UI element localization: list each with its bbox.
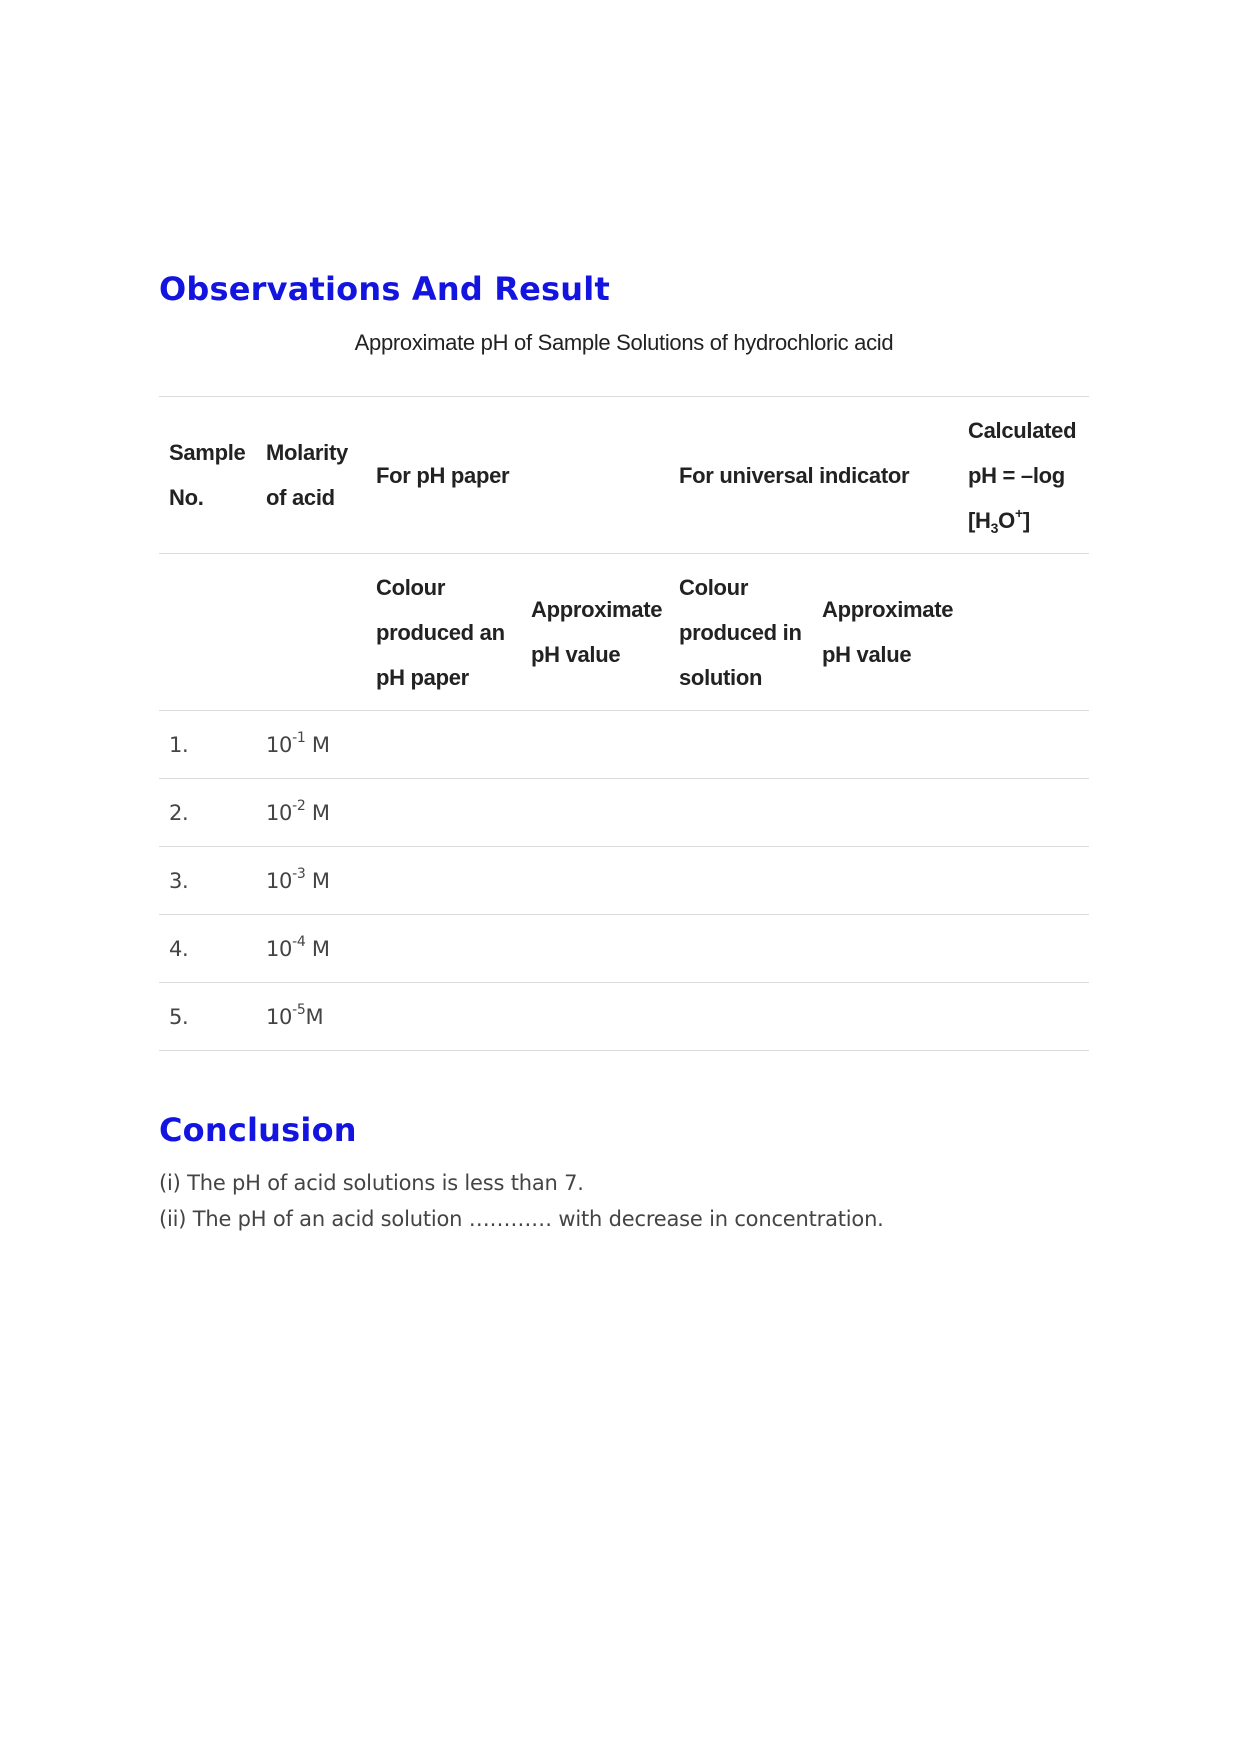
molarity-base: 10 [266, 800, 293, 825]
empty-cell [366, 711, 521, 779]
empty-cell [812, 983, 958, 1051]
subheader-row [159, 554, 1089, 711]
observations-table [159, 396, 1089, 1051]
calculated-ph-oxygen: O [998, 507, 1015, 533]
table-caption: Approximate pH of Sample Solutions of hydrochloric acid [354, 330, 894, 355]
subheader-approx-ph-indicator: Approximate pH value [812, 554, 958, 711]
empty-cell [669, 847, 812, 915]
table-row [159, 711, 1089, 779]
empty-cell [521, 983, 669, 1051]
header-ph-paper: For pH paper [366, 397, 669, 554]
molarity-base: 10 [266, 868, 293, 893]
empty-cell [366, 779, 521, 847]
molarity-exponent: -4 [292, 933, 306, 950]
molarity-value [256, 847, 366, 915]
table-row [159, 779, 1089, 847]
header-row [159, 397, 1089, 554]
document-page [159, 262, 1089, 1237]
empty-cell [366, 847, 521, 915]
subheader-empty-cell [958, 554, 1089, 711]
observations-heading: Observations And Result [159, 270, 610, 308]
table-row [159, 915, 1089, 983]
sample-number: 5. [159, 983, 256, 1051]
molarity-unit: M [305, 800, 330, 825]
empty-cell [521, 711, 669, 779]
header-sample-no: Sample No. [159, 397, 256, 554]
conclusion-lines [159, 1165, 1089, 1237]
header-calculated-ph [958, 397, 1089, 554]
molarity-base: 10 [266, 1004, 293, 1029]
empty-cell [669, 779, 812, 847]
subheader-approx-ph-paper: Approximate pH value [521, 554, 669, 711]
conclusion-line: (ii) The pH of an acid solution ………… with decrease in concentration. [159, 1207, 884, 1231]
sample-number: 2. [159, 779, 256, 847]
molarity-unit: M [305, 732, 330, 757]
molarity-exponent: -5 [292, 1001, 306, 1018]
subheader-empty-cell [256, 554, 366, 711]
subheader-colour-solution: Colour produced in solution [669, 554, 812, 711]
empty-cell [521, 915, 669, 983]
empty-cell [958, 711, 1089, 779]
molarity-exponent: -1 [292, 729, 306, 746]
empty-cell [812, 915, 958, 983]
empty-cell [366, 915, 521, 983]
molarity-unit: M [305, 868, 330, 893]
sample-number: 3. [159, 847, 256, 915]
subheader-colour-ph-paper: Colour produced an pH paper [366, 554, 521, 711]
conclusion-section [159, 1103, 1089, 1237]
molarity-value [256, 915, 366, 983]
empty-cell [958, 983, 1089, 1051]
empty-cell [521, 847, 669, 915]
molarity-value [256, 779, 366, 847]
empty-cell [669, 983, 812, 1051]
empty-cell [812, 847, 958, 915]
empty-cell [521, 779, 669, 847]
empty-cell [812, 779, 958, 847]
empty-cell [669, 915, 812, 983]
conclusion-heading: Conclusion [159, 1111, 357, 1149]
sample-number: 1. [159, 711, 256, 779]
empty-cell [366, 983, 521, 1051]
empty-cell [812, 711, 958, 779]
table-row [159, 983, 1089, 1051]
subheader-empty-cell [159, 554, 256, 711]
molarity-base: 10 [266, 936, 293, 961]
conclusion-line: (i) The pH of acid solutions is less than 7. [159, 1171, 584, 1195]
molarity-exponent: -2 [292, 797, 306, 814]
molarity-base: 10 [266, 732, 293, 757]
header-universal-indicator: For universal indicator [669, 397, 958, 554]
calculated-ph-suffix: ] [1022, 507, 1030, 533]
header-molarity: Molarity of acid [256, 397, 366, 554]
molarity-unit: M [305, 1004, 324, 1029]
molarity-exponent: -3 [292, 865, 306, 882]
empty-cell [958, 847, 1089, 915]
empty-cell [669, 711, 812, 779]
table-row [159, 847, 1089, 915]
calculated-ph-charge: + [1014, 504, 1023, 521]
molarity-value [256, 711, 366, 779]
molarity-value [256, 983, 366, 1051]
calculated-ph-subscript: 3 [990, 519, 999, 536]
empty-cell [958, 779, 1089, 847]
calculated-ph-prefix: Calculated pH = –log [H [968, 417, 1077, 533]
sample-number: 4. [159, 915, 256, 983]
molarity-unit: M [305, 936, 330, 961]
empty-cell [958, 915, 1089, 983]
